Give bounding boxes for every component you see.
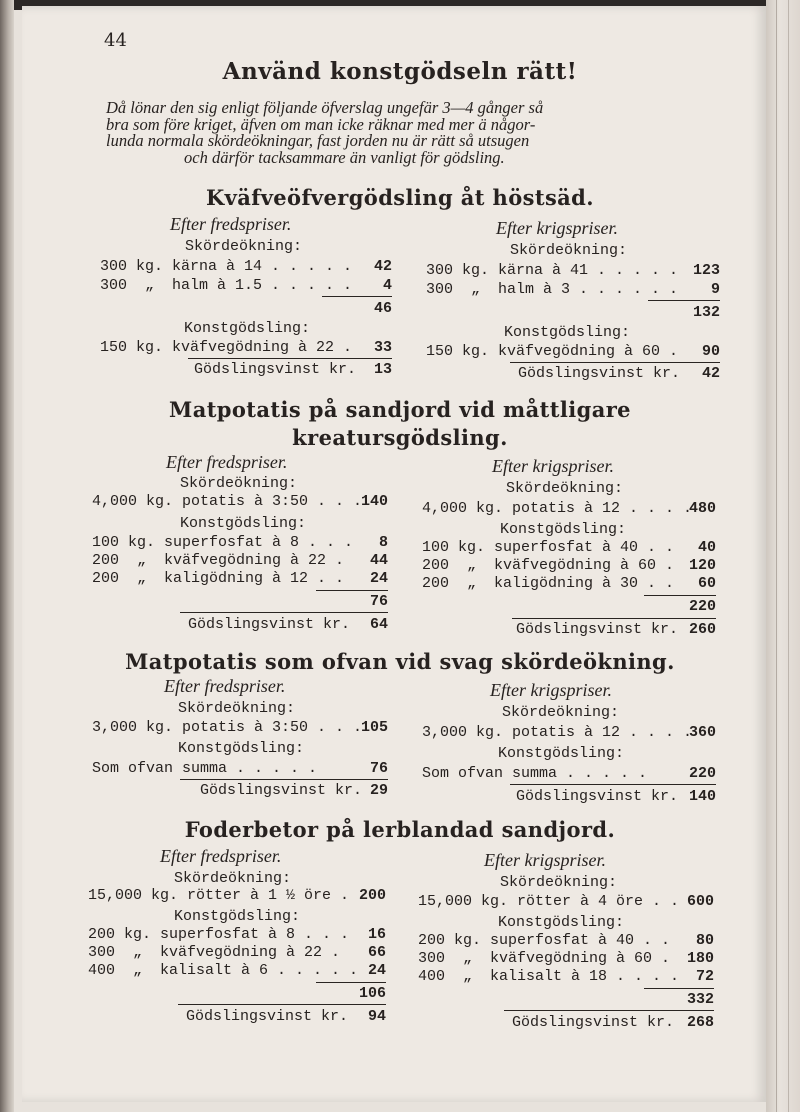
yield-label: Skördeökning: xyxy=(174,870,292,887)
fertilizer-row xyxy=(92,570,388,590)
section3-right-column xyxy=(422,680,716,810)
fertilizer-label: Konstgödsling: xyxy=(504,324,631,341)
row-value: 8 xyxy=(378,534,388,551)
gain-label: Gödslingsvinst kr. xyxy=(186,1008,349,1025)
row-value: 90 xyxy=(701,343,720,360)
sum-rule xyxy=(180,779,388,780)
fertilizer-total-row xyxy=(418,991,714,1011)
row-text: 400 „ kalisalt à 6 . . . . . xyxy=(88,962,359,979)
row-value: 76 xyxy=(369,760,388,777)
row-text: 4,000 kg. potatis à 3:50 . . . xyxy=(92,493,363,510)
row-value: 24 xyxy=(369,570,388,587)
yield-row xyxy=(100,258,392,278)
fertilizer-total-row xyxy=(88,985,386,1005)
row-text: 300 „ halm à 1.5 . . . . . xyxy=(100,277,353,294)
row-text: 200 „ kaligödning à 30 . . xyxy=(422,575,675,592)
gain-label: Gödslingsvinst kr. xyxy=(516,788,679,805)
section-title-svag: Matpotatis som ofvan vid svag skördeökning. xyxy=(125,649,675,674)
yield-label: Skördeökning: xyxy=(185,238,303,255)
gain-label: Gödslingsvinst kr. xyxy=(194,361,357,378)
gain-row xyxy=(88,1008,386,1028)
gain-label: Gödslingsvinst kr. xyxy=(516,621,679,638)
fertilizer-total: 332 xyxy=(686,991,714,1008)
yield-label: Skördeökning: xyxy=(180,475,298,492)
sum-rule xyxy=(316,982,386,983)
gain-value: 13 xyxy=(373,361,392,378)
yield-label: Skördeökning: xyxy=(510,242,628,259)
row-text: 200 „ kväfvegödning à 60 . xyxy=(422,557,675,574)
row-text: 100 kg. superfosfat à 8 . . . xyxy=(92,534,354,551)
gain-value: 260 xyxy=(688,621,716,638)
book-left-edge xyxy=(0,0,14,1112)
row-text: 200 „ kaligödning à 12 . . xyxy=(92,570,345,587)
row-text: 200 kg. superfosfat à 8 . . . xyxy=(88,926,350,943)
section3-left-column xyxy=(92,676,388,806)
section1-right-column xyxy=(426,218,720,388)
row-value: 105 xyxy=(360,719,388,736)
row-value: 600 xyxy=(686,893,714,910)
fertilizer-total-row xyxy=(92,593,388,613)
sum-rule xyxy=(322,296,392,297)
gain-value: 29 xyxy=(369,782,388,799)
fertilizer-label: Konstgödsling: xyxy=(498,745,625,762)
yield-label: Skördeökning: xyxy=(502,704,620,721)
row-value: 33 xyxy=(373,339,392,356)
row-value: 16 xyxy=(367,926,386,943)
sum-rule xyxy=(180,612,388,613)
column-heading: Efter fredspriser. xyxy=(170,214,292,234)
gain-label: Gödslingsvinst kr. xyxy=(518,365,681,382)
page-title: Använd konstgödseln rätt! xyxy=(222,58,578,85)
row-text: 15,000 kg. rötter à 1 ½ öre . xyxy=(88,887,350,904)
row-text: 15,000 kg. rötter à 4 öre . . xyxy=(418,893,680,910)
fertilizer-row xyxy=(88,944,386,964)
row-value: 44 xyxy=(369,552,388,569)
row-text: 300 kg. kärna à 14 . . . . . xyxy=(100,258,353,275)
yield-label: Skördeökning: xyxy=(506,480,624,497)
fertilizer-label: Konstgödsling: xyxy=(178,740,305,757)
fertilizer-row xyxy=(92,552,388,572)
yield-row xyxy=(422,724,716,744)
yield-row xyxy=(88,887,386,907)
column-heading: Efter krigspriser. xyxy=(492,456,615,476)
fertilizer-total-row xyxy=(422,598,716,618)
intro-line: lunda normala skördeökningar, fast jorden nu är rätt så utsugen xyxy=(106,131,530,150)
row-value: 40 xyxy=(697,539,716,556)
gain-row xyxy=(100,361,392,381)
gain-value: 42 xyxy=(701,365,720,382)
section2-left-column xyxy=(92,452,388,642)
row-value: 9 xyxy=(710,281,720,298)
column-heading: Efter fredspriser. xyxy=(160,846,282,866)
section-title-line: kreatursgödsling. xyxy=(292,425,508,450)
row-text: 300 „ kväfvegödning à 22 . xyxy=(88,944,341,961)
section4-right-column xyxy=(418,850,714,1040)
row-value: 123 xyxy=(692,262,720,279)
row-text: 200 kg. superfosfat à 40 . . xyxy=(418,932,671,949)
section-title-foderbetor: Foderbetor på lerblandad sandjord. xyxy=(184,817,616,842)
gain-value: 140 xyxy=(688,788,716,805)
row-text: 4,000 kg. potatis à 12 . . . . xyxy=(422,500,693,517)
sum-rule xyxy=(644,988,714,989)
sum-rule xyxy=(510,784,716,785)
yield-total-row xyxy=(100,300,392,320)
row-text: 300 „ halm à 3 . . . . . . xyxy=(426,281,679,298)
row-text: 3,000 kg. potatis à 3:50 . . . xyxy=(92,719,363,736)
gain-label: Gödslingsvinst kr. xyxy=(188,616,351,633)
row-value: 66 xyxy=(367,944,386,961)
column-heading: Efter krigspriser. xyxy=(490,680,613,700)
fertilizer-total: 76 xyxy=(369,593,388,610)
row-value: 72 xyxy=(695,968,714,985)
yield-total: 46 xyxy=(373,300,392,317)
yield-row xyxy=(418,893,714,913)
column-heading: Efter krigspriser. xyxy=(496,218,619,238)
column-heading: Efter fredspriser. xyxy=(166,452,288,472)
fertilizer-row xyxy=(422,557,716,577)
row-text: 150 kg. kväfvegödning à 60 . xyxy=(426,343,679,360)
fertilizer-label: Konstgödsling: xyxy=(498,914,625,931)
gain-row xyxy=(422,788,716,808)
row-value: 60 xyxy=(697,575,716,592)
row-value: 4 xyxy=(382,277,392,294)
section-title-matpotatis xyxy=(0,396,800,452)
page-number: 44 xyxy=(104,30,127,51)
row-value: 42 xyxy=(373,258,392,275)
yield-total-row xyxy=(426,304,720,324)
gain-row xyxy=(426,365,720,385)
yield-row xyxy=(426,262,720,282)
gain-row xyxy=(92,782,388,802)
column-heading: Efter krigspriser. xyxy=(484,850,607,870)
gain-label: Gödslingsvinst kr. xyxy=(512,1014,675,1031)
fertilizer-row xyxy=(422,539,716,559)
fertilizer-label: Konstgödsling: xyxy=(500,521,627,538)
row-value: 24 xyxy=(367,962,386,979)
intro-line: och därför tacksammare än vanligt för gödsling. xyxy=(184,147,505,167)
fertilizer-total: 220 xyxy=(688,598,716,615)
row-text: Som ofvan summa . . . . . xyxy=(92,760,318,777)
yield-row xyxy=(92,719,388,739)
row-text: 150 kg. kväfvegödning à 22 . xyxy=(100,339,353,356)
gain-row xyxy=(418,1014,714,1034)
gain-value: 64 xyxy=(369,616,388,633)
row-value: 140 xyxy=(360,493,388,510)
yield-label: Skördeökning: xyxy=(500,874,618,891)
row-value: 180 xyxy=(686,950,714,967)
fertilizer-row xyxy=(418,932,714,952)
yield-label: Skördeökning: xyxy=(178,700,296,717)
yield-row xyxy=(100,277,392,297)
intro-line: bra som före kriget, äfven om man icke räknar med mer ä någor- xyxy=(106,114,536,134)
section2-right-column xyxy=(422,456,716,646)
row-value: 360 xyxy=(688,724,716,741)
fertilizer-row xyxy=(422,765,716,785)
intro-line: Då lönar den sig enligt följande öfverslag ungefär 3—4 gånger så xyxy=(106,98,544,117)
fertilizer-label: Konstgödsling: xyxy=(180,515,307,532)
intro-paragraph xyxy=(106,100,726,166)
row-text: 3,000 kg. potatis à 12 . . . . xyxy=(422,724,693,741)
row-text: 100 kg. superfosfat à 40 . . xyxy=(422,539,675,556)
gain-label: Gödslingsvinst kr. xyxy=(200,782,363,799)
sum-rule xyxy=(510,362,720,363)
fertilizer-row xyxy=(422,575,716,595)
section-title-line: Matpotatis på sandjord vid måttligare xyxy=(169,397,631,422)
row-value: 200 xyxy=(358,887,386,904)
fertilizer-row xyxy=(426,343,720,363)
yield-row xyxy=(426,281,720,301)
sum-rule xyxy=(512,618,716,619)
sum-rule xyxy=(644,595,716,596)
row-value: 480 xyxy=(688,500,716,517)
yield-row xyxy=(92,493,388,513)
page-stack-edge xyxy=(766,0,800,1112)
section4-left-column xyxy=(88,846,386,1036)
yield-total: 132 xyxy=(692,304,720,321)
fertilizer-row xyxy=(88,926,386,946)
sum-rule xyxy=(648,300,720,301)
fertilizer-label: Konstgödsling: xyxy=(174,908,301,925)
row-text: 300 „ kväfvegödning à 60 . xyxy=(418,950,671,967)
section1-left-column xyxy=(100,214,392,384)
fertilizer-row xyxy=(100,339,392,359)
fertilizer-row xyxy=(88,962,386,982)
sum-rule xyxy=(316,590,388,591)
row-text: 200 „ kväfvegödning à 22 . xyxy=(92,552,345,569)
row-value: 80 xyxy=(695,932,714,949)
sum-rule xyxy=(188,358,392,359)
gain-value: 94 xyxy=(367,1008,386,1025)
fertilizer-row xyxy=(92,760,388,780)
row-value: 120 xyxy=(688,557,716,574)
row-text: 400 „ kalisalt à 18 . . . . xyxy=(418,968,680,985)
fertilizer-label: Konstgödsling: xyxy=(184,320,311,337)
section-title-kvafve: Kväfveöfvergödsling åt höstsäd. xyxy=(206,185,594,210)
sum-rule xyxy=(178,1004,386,1005)
gain-value: 268 xyxy=(686,1014,714,1031)
yield-row xyxy=(422,500,716,520)
row-value: 220 xyxy=(688,765,716,782)
fertilizer-row xyxy=(418,968,714,988)
column-heading: Efter fredspriser. xyxy=(164,676,286,696)
fertilizer-total: 106 xyxy=(358,985,386,1002)
row-text: 300 kg. kärna à 41 . . . . . xyxy=(426,262,679,279)
fertilizer-row xyxy=(418,950,714,970)
fertilizer-row xyxy=(92,534,388,554)
gain-row xyxy=(92,616,388,636)
row-text: Som ofvan summa . . . . . xyxy=(422,765,648,782)
gain-row xyxy=(422,621,716,641)
sum-rule xyxy=(504,1010,714,1011)
